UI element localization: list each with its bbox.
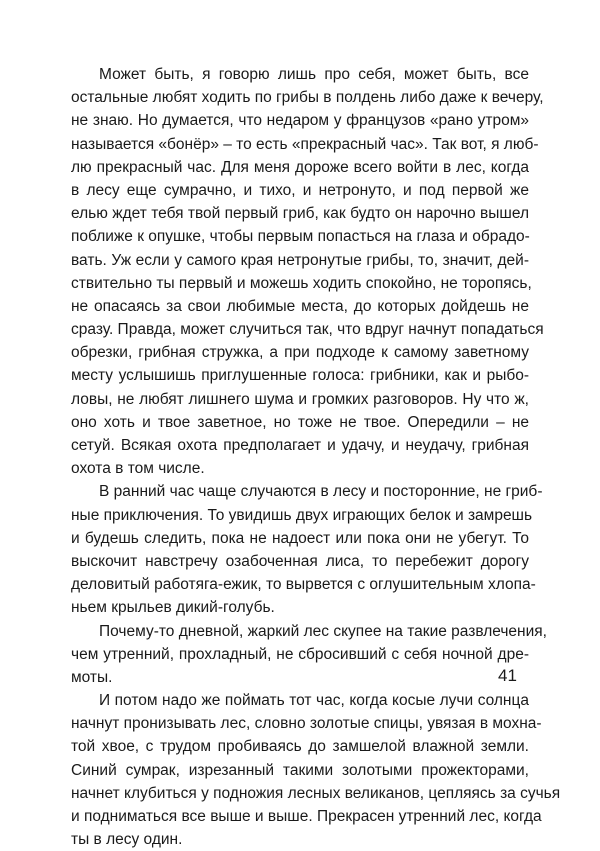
text-line: поближе к опушке, чтобы первым попасться на глаза и обрадо- xyxy=(71,228,530,246)
text-line: называется «бонёр» – то есть «прекрасный час». Так вот, я люб- xyxy=(71,135,539,153)
text-line: И потом надо же поймать тот час, когда косые лучи солнца xyxy=(99,692,529,710)
text-line: и подниматься все выше и выше. Прекрасен утренний лес, когда xyxy=(71,808,542,825)
text-line: ствительно ты первый и можешь ходить спокойно, не торопясь, xyxy=(71,274,532,292)
text-line: Может быть, я говорю лишь про себя, может быть, все xyxy=(99,66,529,83)
text-line: моты. xyxy=(71,668,113,686)
text-line: Почему-то дневной, жаркий лес скупее на такие развлечения, xyxy=(99,622,547,640)
paragraph xyxy=(71,689,561,851)
paragraph xyxy=(71,620,547,690)
text-line: ные приключения. То увидишь двух играющих белок и замрешь xyxy=(71,506,533,524)
text-line: начнет клубиться у подножия лесных великанов, цепляясь за сучья xyxy=(71,784,561,802)
text-line: лю прекрасный час. Для меня дороже всего войти в лес, когда xyxy=(71,158,529,176)
text-line: ловы, не любят лишнего шума и громких разговоров. Ну что ж, xyxy=(71,390,529,408)
text-line: той хвое, с трудом пробиваясь до замшелой влажной земли. xyxy=(71,738,529,756)
text-line: в лесу еще сумрачно, и тихо, и нетронуто, и под первой же xyxy=(71,181,529,199)
paragraph xyxy=(71,63,544,480)
text-line: обрезки, грибная стружка, а при подходе к самому заветному xyxy=(71,344,529,362)
text-line: сетуй. Всякая охота предполагает и удачу, и неудачу, грибная xyxy=(71,437,529,454)
text-line: остальные любят ходить по грибы в полдень либо даже к вечеру, xyxy=(71,89,544,107)
text-line: елью ждет тебя твой первый гриб, как будто он нарочно вышел xyxy=(71,205,529,223)
text-line: ты в лесу один. xyxy=(71,831,183,849)
text-line: чем утренний, прохладный, не сбросивший с себя ночной дре- xyxy=(71,645,529,663)
text-line: ньем крыльев дикий-голубь. xyxy=(71,599,275,617)
text-line: оно хоть и твое заветное, но тоже не твое. Опередили – не xyxy=(71,413,529,431)
text-line: выскочит навстречу озабоченная лиса, то перебежит дорогу xyxy=(71,552,529,570)
text-line: вать. Уж если у самого края нетронутые грибы, то, значит, дей- xyxy=(71,251,529,269)
text-line: охота в том числе. xyxy=(71,460,205,478)
text-line: месту услышишь приглушенные голоса: грибники, как и рыбо- xyxy=(71,367,529,385)
text-line: и будешь следить, пока не надоест или пока они не убегут. То xyxy=(71,529,529,547)
paragraph xyxy=(71,480,543,619)
text-line: деловитый работяга-ежик, то вырвется с оглушительным хлопа- xyxy=(71,576,536,594)
text-line: сразу. Правда, может случиться так, что вдруг начнут попадаться xyxy=(71,321,544,339)
text-line: Синий сумрак, изрезанный такими золотыми прожекторами, xyxy=(71,761,529,779)
page-body xyxy=(71,63,561,851)
text-line: не опасаясь за свои любимые места, до которых дойдешь не xyxy=(71,297,529,315)
text-line: В ранний час чаще случаются в лесу и посторонние, не гриб- xyxy=(99,483,543,501)
text-line: не знаю. Но думается, что недаром у французов «рано утром» xyxy=(71,112,529,130)
text-line: начнут пронизывать лес, словно золотые спицы, увязая в мохна- xyxy=(71,715,542,733)
page-number: 41 xyxy=(498,666,517,685)
